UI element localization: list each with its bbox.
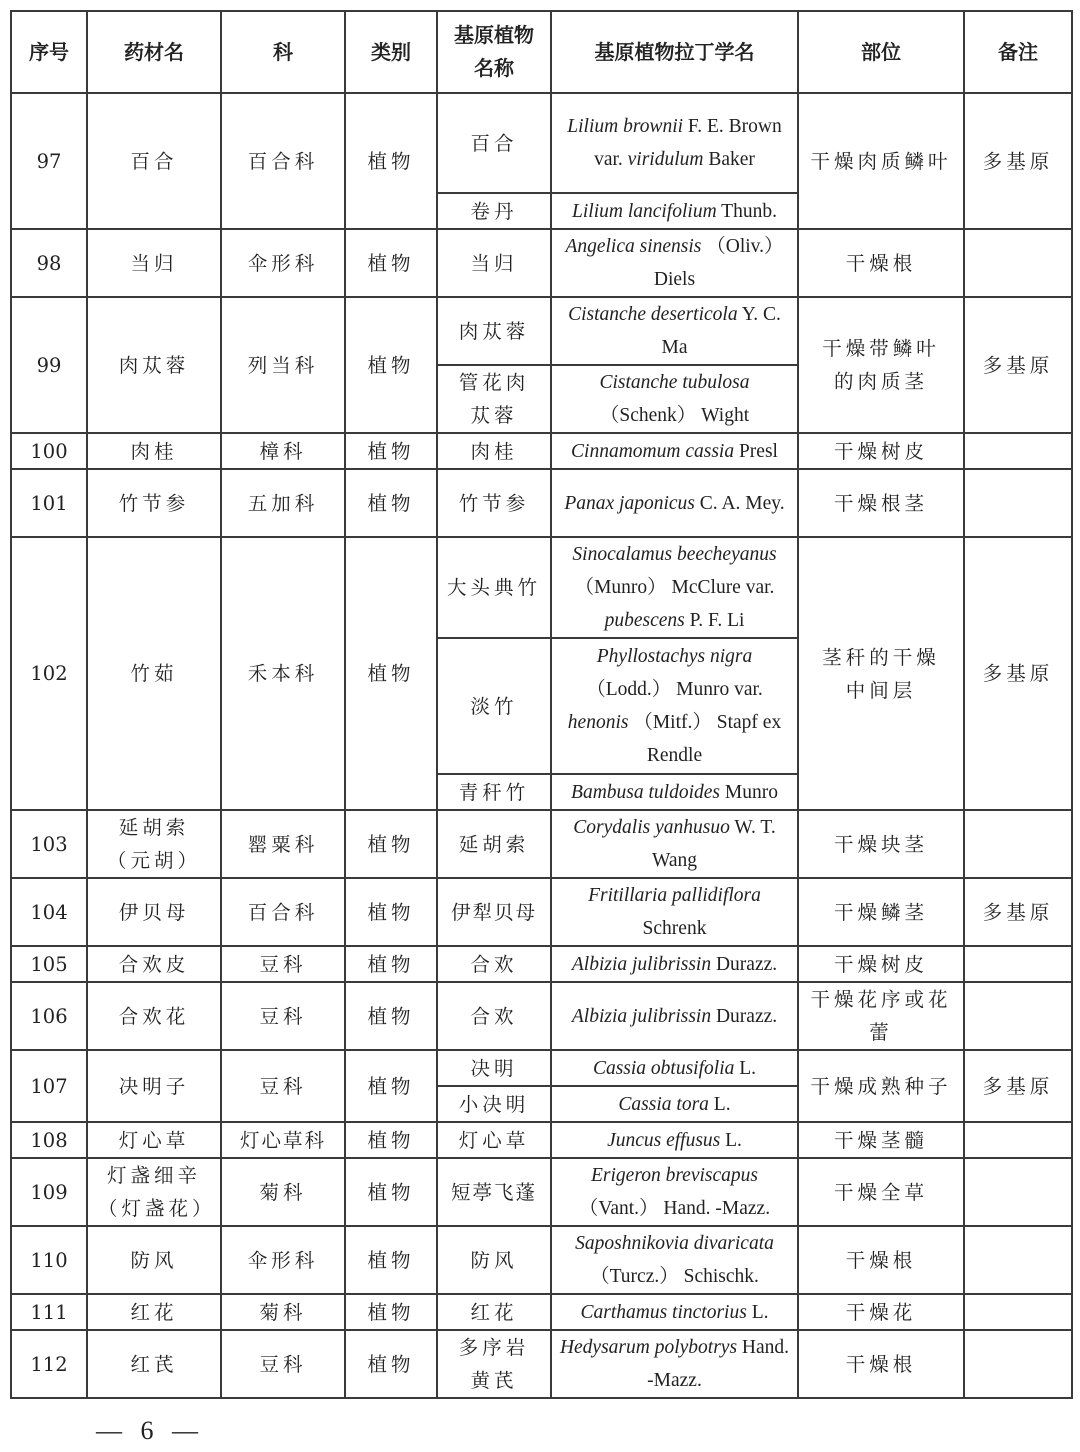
cell-name: 灯心草 bbox=[87, 1122, 221, 1158]
cell-part: 干燥树皮 bbox=[798, 433, 964, 469]
cell-note: 多基原 bbox=[964, 93, 1072, 229]
cell-number: 102 bbox=[11, 537, 87, 810]
cell-plant: 小决明 bbox=[437, 1086, 551, 1122]
cell-number: 106 bbox=[11, 982, 87, 1050]
header-row bbox=[11, 11, 1072, 93]
cell-plant: 当归 bbox=[437, 229, 551, 297]
cell-note bbox=[964, 946, 1072, 982]
table-row bbox=[11, 469, 1072, 537]
table-row bbox=[11, 1294, 1072, 1330]
cell-family: 豆科 bbox=[221, 1050, 345, 1122]
latin-epithet: viridulum bbox=[627, 149, 704, 170]
cell-name: 竹节参 bbox=[87, 469, 221, 537]
cell-type: 植物 bbox=[345, 297, 437, 433]
cell-plant: 竹节参 bbox=[437, 469, 551, 537]
cell-note bbox=[964, 810, 1072, 878]
cell-name: 百合 bbox=[87, 93, 221, 229]
cell-latin: Cistanche deserticola Y. C. Ma bbox=[551, 297, 798, 365]
cell-note: 多基原 bbox=[964, 297, 1072, 433]
cell-note bbox=[964, 1158, 1072, 1226]
cell-type: 植物 bbox=[345, 1158, 437, 1226]
cell-plant: 淡竹 bbox=[437, 638, 551, 774]
table-row bbox=[11, 1122, 1072, 1158]
cell-number: 104 bbox=[11, 878, 87, 946]
latin-epithet: Albizia julibrissin bbox=[571, 953, 712, 975]
table-row bbox=[11, 878, 1072, 946]
cell-type: 植物 bbox=[345, 537, 437, 810]
cell-latin: Albizia julibrissin Durazz. bbox=[551, 982, 798, 1050]
cell-plant: 短葶飞蓬 bbox=[437, 1158, 551, 1226]
cell-note bbox=[964, 1294, 1072, 1330]
cell-name: 竹茹 bbox=[87, 537, 221, 810]
latin-epithet: Carthamus tinctorius bbox=[580, 1301, 747, 1323]
cell-plant: 多序岩黄芪 bbox=[437, 1330, 551, 1398]
cell-plant: 肉桂 bbox=[437, 433, 551, 469]
cell-name: 当归 bbox=[87, 229, 221, 297]
cell-note: 多基原 bbox=[964, 537, 1072, 810]
cell-family: 豆科 bbox=[221, 946, 345, 982]
latin-epithet: Fritillaria pallidiflora bbox=[588, 885, 761, 906]
cell-family: 樟科 bbox=[221, 433, 345, 469]
cell-type: 植物 bbox=[345, 469, 437, 537]
cell-latin: Lilium lancifolium Thunb. bbox=[551, 193, 798, 229]
header-cell-family: 科 bbox=[221, 11, 345, 93]
latin-epithet: Panax japonicus bbox=[564, 492, 695, 514]
cell-name: 延胡索（元胡） bbox=[87, 810, 221, 878]
cell-type: 植物 bbox=[345, 433, 437, 469]
cell-latin: Sinocalamus beecheyanus （Munro） McClure var. pubescens P. F. Li bbox=[551, 537, 798, 638]
latin-epithet: Phyllostachys nigra bbox=[596, 646, 753, 667]
cell-name: 肉苁蓉 bbox=[87, 297, 221, 433]
cell-plant: 合欢 bbox=[437, 946, 551, 982]
cell-latin: Cassia obtusifolia L. bbox=[551, 1050, 798, 1086]
cell-family: 列当科 bbox=[221, 297, 345, 433]
cell-family: 伞形科 bbox=[221, 1226, 345, 1294]
cell-plant: 防风 bbox=[437, 1226, 551, 1294]
cell-latin: Lilium brownii F. E. Brown var. viridulum Baker bbox=[551, 93, 798, 193]
cell-latin: Carthamus tinctorius L. bbox=[551, 1294, 798, 1330]
latin-epithet: Bambusa tuldoides bbox=[571, 781, 720, 803]
cell-note bbox=[964, 433, 1072, 469]
table-row bbox=[11, 229, 1072, 297]
cell-name: 防风 bbox=[87, 1226, 221, 1294]
cell-latin: Saposhnikovia divaricata （Turcz.） Schischk. bbox=[551, 1226, 798, 1294]
cell-latin: Corydalis yanhusuo W. T. Wang bbox=[551, 810, 798, 878]
table-row bbox=[11, 946, 1072, 982]
cell-plant: 灯心草 bbox=[437, 1122, 551, 1158]
latin-epithet: Cassia tora bbox=[618, 1093, 709, 1115]
cell-note bbox=[964, 1122, 1072, 1158]
header-cell-type: 类别 bbox=[345, 11, 437, 93]
cell-number: 110 bbox=[11, 1226, 87, 1294]
cell-family: 豆科 bbox=[221, 1330, 345, 1398]
table-row bbox=[11, 93, 1072, 193]
latin-epithet: Hedysarum polybotrys bbox=[559, 1337, 738, 1358]
latin-epithet: Erigeron breviscapus bbox=[591, 1165, 758, 1186]
cell-note bbox=[964, 982, 1072, 1050]
cell-plant: 百合 bbox=[437, 93, 551, 193]
cell-name: 决明子 bbox=[87, 1050, 221, 1122]
latin-epithet: Cinnamomum cassia bbox=[571, 440, 735, 462]
cell-family: 菊科 bbox=[221, 1294, 345, 1330]
table-row bbox=[11, 1158, 1072, 1226]
cell-part: 干燥肉质鳞叶 bbox=[798, 93, 964, 229]
cell-name: 红芪 bbox=[87, 1330, 221, 1398]
cell-latin: Bambusa tuldoides Munro bbox=[551, 774, 798, 810]
latin-epithet: Cassia obtusifolia bbox=[592, 1057, 735, 1079]
cell-number: 112 bbox=[11, 1330, 87, 1398]
table-row bbox=[11, 982, 1072, 1050]
cell-part: 干燥成熟种子 bbox=[798, 1050, 964, 1122]
table-row bbox=[11, 297, 1072, 365]
latin-epithet: Corydalis yanhusuo bbox=[573, 817, 730, 838]
cell-family: 豆科 bbox=[221, 982, 345, 1050]
cell-number: 98 bbox=[11, 229, 87, 297]
cell-part: 干燥根 bbox=[798, 1226, 964, 1294]
latin-epithet: Cistanche deserticola bbox=[568, 304, 738, 325]
latin-epithet: Albizia julibrissin bbox=[571, 1005, 712, 1027]
cell-part: 干燥鳞茎 bbox=[798, 878, 964, 946]
cell-name: 伊贝母 bbox=[87, 878, 221, 946]
cell-part: 干燥根 bbox=[798, 1330, 964, 1398]
page-number: — 6 — bbox=[96, 1416, 204, 1445]
cell-type: 植物 bbox=[345, 1330, 437, 1398]
cell-number: 111 bbox=[11, 1294, 87, 1330]
cell-latin: Panax japonicus C. A. Mey. bbox=[551, 469, 798, 537]
cell-latin: Phyllostachys nigra （Lodd.） Munro var. henonis （Mitf.） Stapf ex Rendle bbox=[551, 638, 798, 774]
cell-note bbox=[964, 1226, 1072, 1294]
table-row bbox=[11, 537, 1072, 638]
cell-family: 五加科 bbox=[221, 469, 345, 537]
cell-latin: Juncus effusus L. bbox=[551, 1122, 798, 1158]
cell-part: 干燥块茎 bbox=[798, 810, 964, 878]
latin-epithet: Lilium lancifolium bbox=[572, 200, 717, 222]
cell-type: 植物 bbox=[345, 946, 437, 982]
cell-latin: Fritillaria pallidiflora Schrenk bbox=[551, 878, 798, 946]
cell-number: 99 bbox=[11, 297, 87, 433]
cell-name: 肉桂 bbox=[87, 433, 221, 469]
cell-family: 伞形科 bbox=[221, 229, 345, 297]
cell-number: 103 bbox=[11, 810, 87, 878]
cell-type: 植物 bbox=[345, 982, 437, 1050]
cell-type: 植物 bbox=[345, 878, 437, 946]
cell-latin: Erigeron breviscapus （Vant.） Hand. -Mazz. bbox=[551, 1158, 798, 1226]
cell-latin: Albizia julibrissin Durazz. bbox=[551, 946, 798, 982]
cell-latin: Cassia tora L. bbox=[551, 1086, 798, 1122]
cell-note bbox=[964, 1330, 1072, 1398]
table-row bbox=[11, 433, 1072, 469]
cell-plant: 青秆竹 bbox=[437, 774, 551, 810]
cell-plant: 管花肉苁蓉 bbox=[437, 365, 551, 433]
cell-number: 101 bbox=[11, 469, 87, 537]
cell-type: 植物 bbox=[345, 1122, 437, 1158]
latin-epithet: Juncus effusus bbox=[607, 1129, 721, 1151]
cell-latin: Angelica sinensis （Oliv.） Diels bbox=[551, 229, 798, 297]
cell-part: 干燥树皮 bbox=[798, 946, 964, 982]
cell-name: 灯盏细辛（灯盏花） bbox=[87, 1158, 221, 1226]
cell-family: 百合科 bbox=[221, 878, 345, 946]
cell-part: 干燥全草 bbox=[798, 1158, 964, 1226]
cell-plant: 合欢 bbox=[437, 982, 551, 1050]
header-cell-plant: 基原植物名称 bbox=[437, 11, 551, 93]
header-cell-number: 序号 bbox=[11, 11, 87, 93]
header-cell-part: 部位 bbox=[798, 11, 964, 93]
cell-type: 植物 bbox=[345, 1294, 437, 1330]
table-row bbox=[11, 810, 1072, 878]
cell-plant: 红花 bbox=[437, 1294, 551, 1330]
herbal-table bbox=[10, 10, 1073, 1399]
cell-part: 茎秆的干燥中间层 bbox=[798, 537, 964, 810]
header-cell-note: 备注 bbox=[964, 11, 1072, 93]
table-row bbox=[11, 1050, 1072, 1086]
cell-plant: 大头典竹 bbox=[437, 537, 551, 638]
latin-epithet: Lilium brownii bbox=[567, 116, 684, 137]
cell-number: 107 bbox=[11, 1050, 87, 1122]
cell-note bbox=[964, 469, 1072, 537]
latin-epithet: henonis bbox=[567, 712, 629, 733]
header-cell-name: 药材名 bbox=[87, 11, 221, 93]
latin-epithet: pubescens bbox=[604, 610, 685, 631]
cell-number: 108 bbox=[11, 1122, 87, 1158]
cell-plant: 伊犁贝母 bbox=[437, 878, 551, 946]
cell-plant: 卷丹 bbox=[437, 193, 551, 229]
cell-part: 干燥花序或花蕾 bbox=[798, 982, 964, 1050]
cell-note: 多基原 bbox=[964, 1050, 1072, 1122]
table-row bbox=[11, 1226, 1072, 1294]
header-cell-latin: 基原植物拉丁学名 bbox=[551, 11, 798, 93]
cell-family: 灯心草科 bbox=[221, 1122, 345, 1158]
cell-name: 合欢花 bbox=[87, 982, 221, 1050]
cell-part: 干燥根 bbox=[798, 229, 964, 297]
cell-part: 干燥带鳞叶的肉质茎 bbox=[798, 297, 964, 433]
cell-number: 105 bbox=[11, 946, 87, 982]
cell-type: 植物 bbox=[345, 1226, 437, 1294]
table-row bbox=[11, 1330, 1072, 1398]
cell-latin: Cistanche tubulosa （Schenk） Wight bbox=[551, 365, 798, 433]
cell-family: 菊科 bbox=[221, 1158, 345, 1226]
cell-type: 植物 bbox=[345, 810, 437, 878]
cell-family: 罂粟科 bbox=[221, 810, 345, 878]
latin-epithet: Cistanche tubulosa bbox=[599, 372, 750, 393]
cell-number: 109 bbox=[11, 1158, 87, 1226]
cell-family: 百合科 bbox=[221, 93, 345, 229]
cell-latin: Cinnamomum cassia Presl bbox=[551, 433, 798, 469]
cell-part: 干燥根茎 bbox=[798, 469, 964, 537]
cell-plant: 肉苁蓉 bbox=[437, 297, 551, 365]
cell-family: 禾本科 bbox=[221, 537, 345, 810]
cell-number: 100 bbox=[11, 433, 87, 469]
cell-number: 97 bbox=[11, 93, 87, 229]
cell-plant: 延胡索 bbox=[437, 810, 551, 878]
latin-epithet: Sinocalamus beecheyanus bbox=[572, 544, 777, 565]
cell-type: 植物 bbox=[345, 229, 437, 297]
cell-latin: Hedysarum polybotrys Hand. -Mazz. bbox=[551, 1330, 798, 1398]
latin-epithet: Saposhnikovia divaricata bbox=[575, 1233, 774, 1254]
latin-epithet: Angelica sinensis bbox=[565, 236, 702, 257]
cell-plant: 决明 bbox=[437, 1050, 551, 1086]
cell-part: 干燥花 bbox=[798, 1294, 964, 1330]
cell-type: 植物 bbox=[345, 1050, 437, 1122]
cell-part: 干燥茎髓 bbox=[798, 1122, 964, 1158]
cell-note: 多基原 bbox=[964, 878, 1072, 946]
cell-note bbox=[964, 229, 1072, 297]
cell-name: 合欢皮 bbox=[87, 946, 221, 982]
cell-name: 红花 bbox=[87, 1294, 221, 1330]
cell-type: 植物 bbox=[345, 93, 437, 229]
